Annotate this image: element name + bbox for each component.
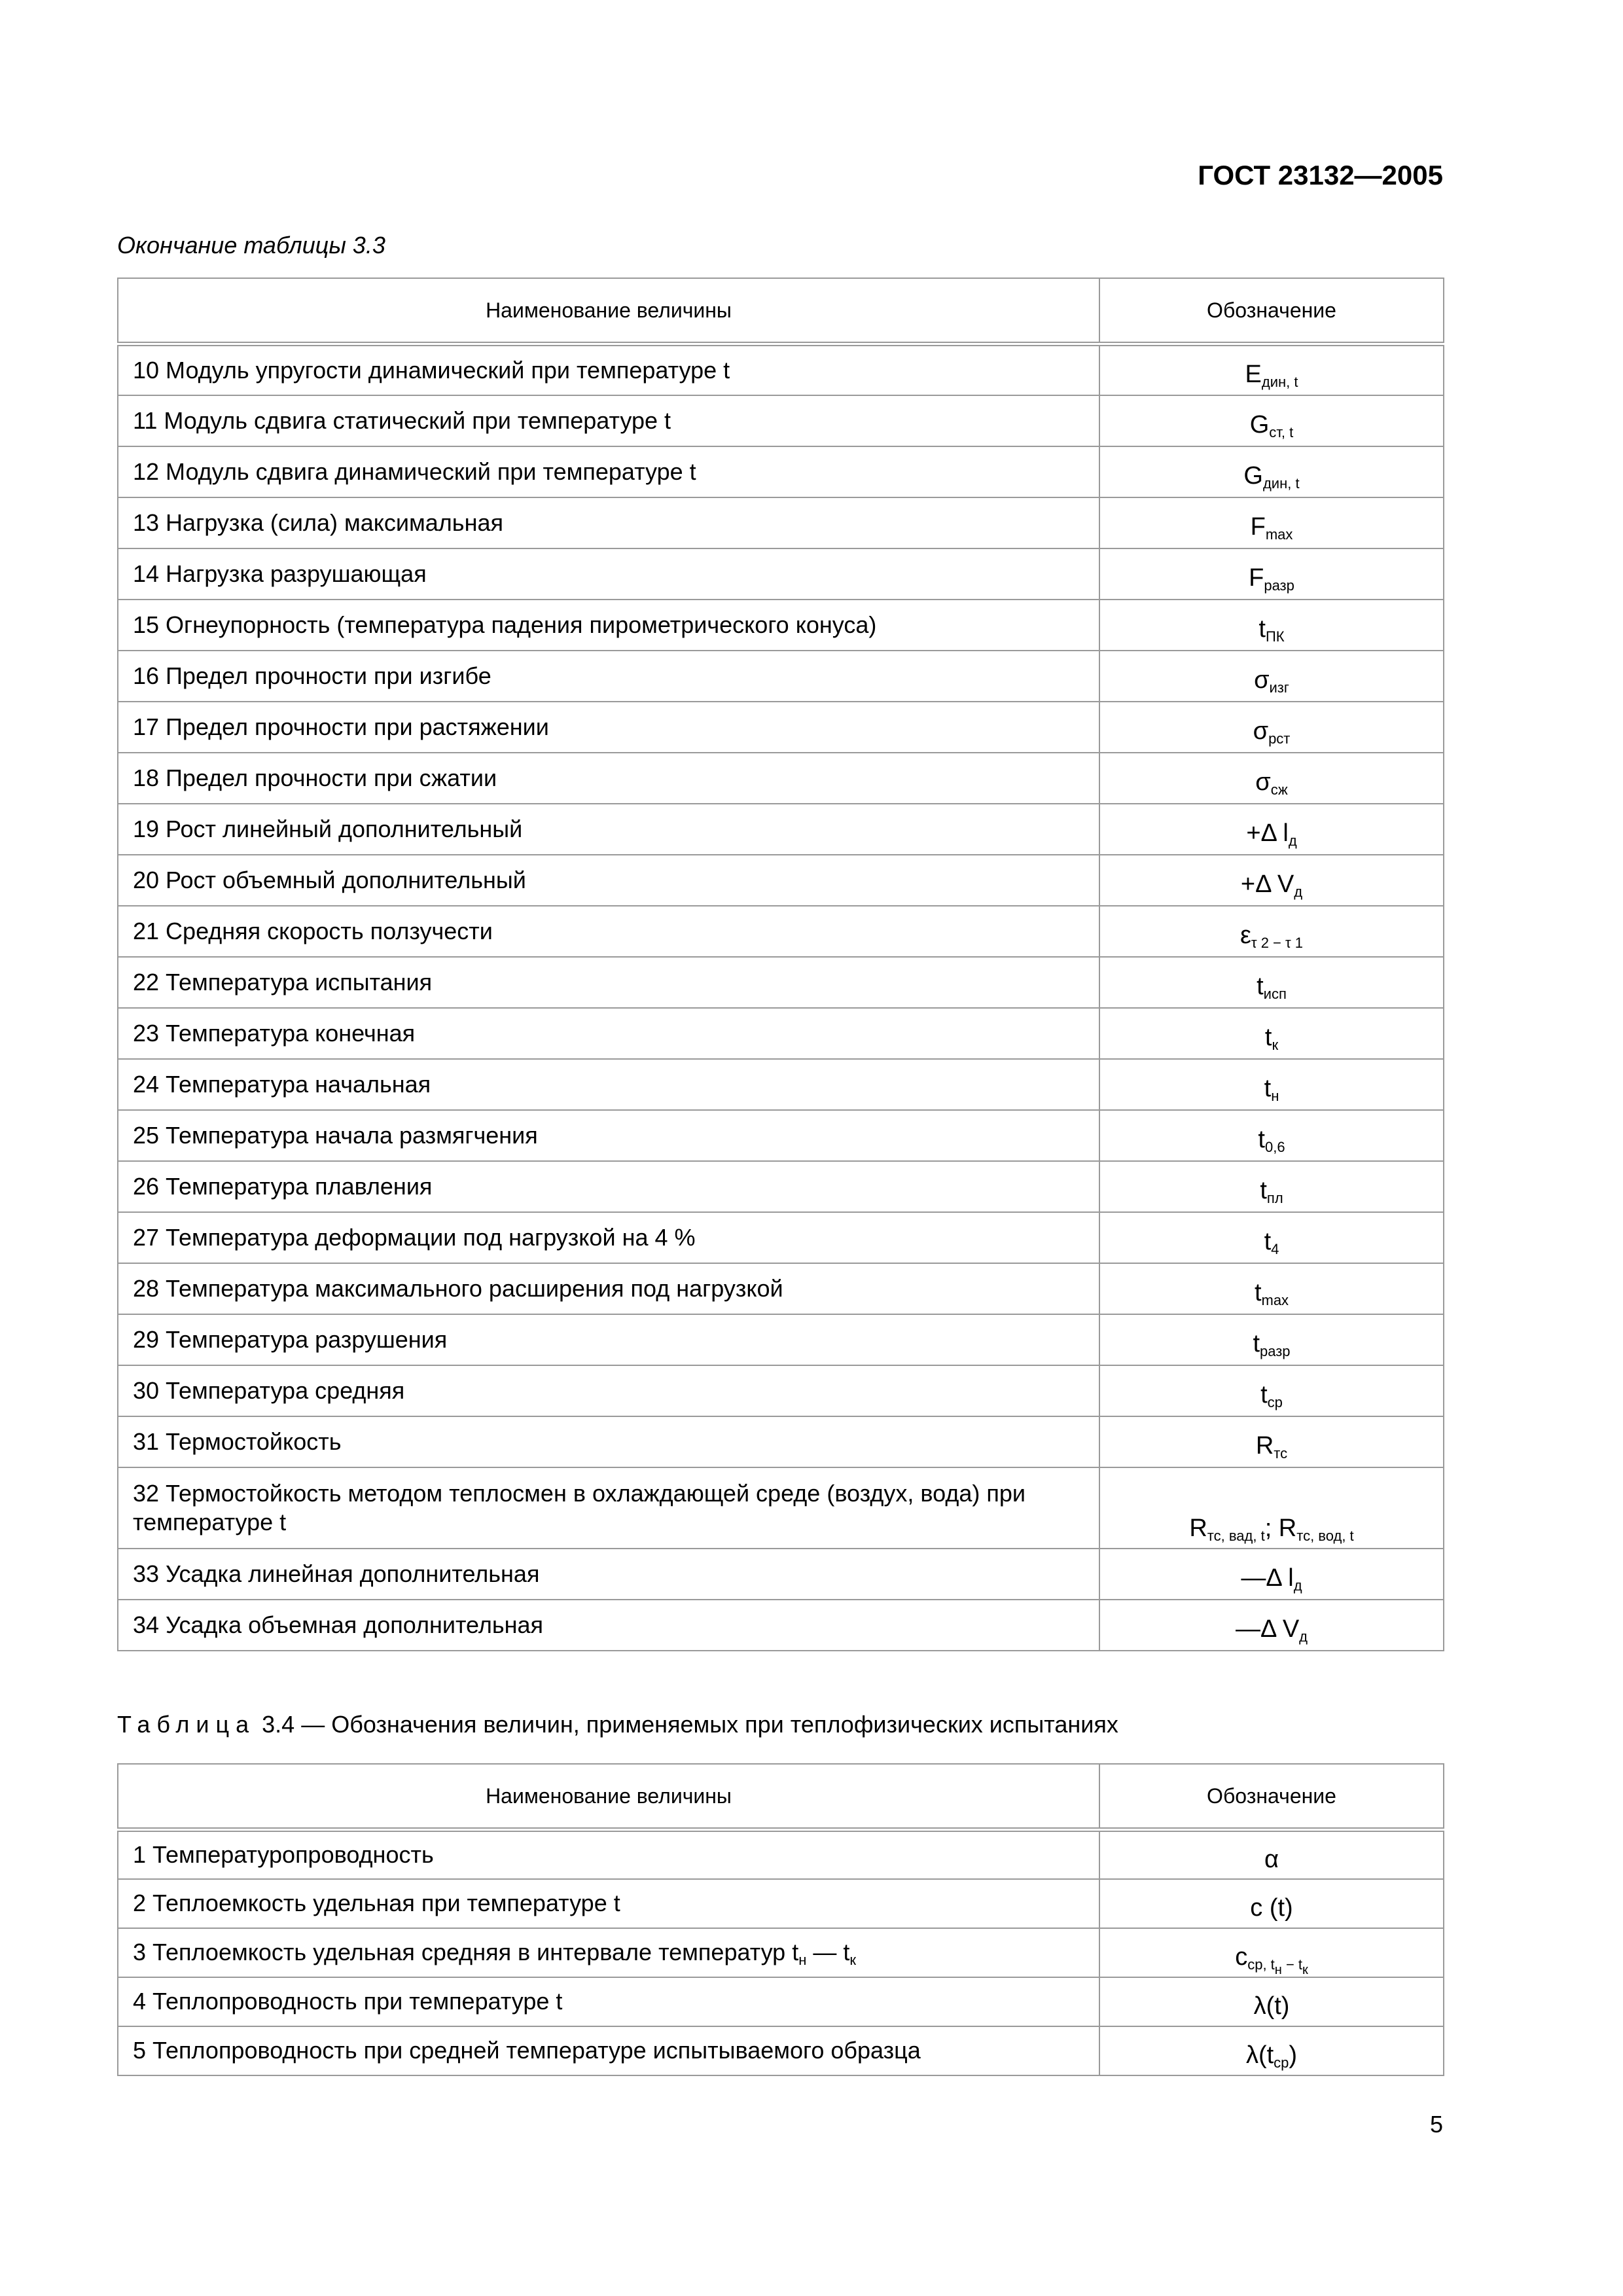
- symbol-base: t: [1258, 1126, 1265, 1153]
- quantity-name: 31 Термостойкость: [118, 1416, 1099, 1467]
- symbol-subscript: д: [1294, 884, 1303, 900]
- table-label: Таблица: [117, 1711, 256, 1738]
- symbol-base: G: [1249, 411, 1270, 439]
- symbol-subscript: 0,6: [1264, 1139, 1285, 1155]
- quantity-name: 21 Средняя скорость ползучести: [118, 906, 1099, 957]
- quantity-symbol: [1099, 1314, 1444, 1365]
- name-subscript: н: [798, 1952, 807, 1968]
- symbol-subscript-part: ср, t: [1247, 1956, 1275, 1973]
- quantity-name: 26 Температура плавления: [118, 1161, 1099, 1212]
- symbol-subscript: тс, вад, t: [1207, 1527, 1265, 1544]
- table-row: [118, 548, 1444, 600]
- quantity-name: 20 Рост объемный дополнительный: [118, 855, 1099, 906]
- symbol-base: +Δ V: [1240, 870, 1294, 898]
- table-row: [118, 1416, 1444, 1467]
- name-subscript: к: [849, 1952, 857, 1968]
- quantity-name: 10 Модуль упругости динамический при температуре t: [118, 344, 1099, 395]
- symbol-base: t: [1253, 1330, 1260, 1357]
- symbol-base: ε: [1240, 922, 1251, 949]
- name-text: — t: [806, 1939, 850, 1965]
- symbol-base: σ: [1255, 768, 1271, 796]
- table-row: [118, 702, 1444, 753]
- symbol-subscript: разр: [1260, 1343, 1291, 1359]
- symbol-subscript: ср: [1274, 2054, 1289, 2071]
- symbol-base: λ(t: [1245, 2041, 1274, 2069]
- quantity-name: 34 Усадка объемная дополнительная: [118, 1600, 1099, 1651]
- table-header-row: [118, 278, 1444, 344]
- quantity-symbol: [1099, 1928, 1444, 1977]
- symbol-subscript: изг: [1269, 679, 1289, 696]
- symbol-subscript: тс: [1274, 1445, 1288, 1462]
- symbol-base: t: [1254, 1279, 1262, 1306]
- symbol-base: F: [1249, 564, 1264, 592]
- quantity-symbol: [1099, 1416, 1444, 1467]
- symbol-base: F: [1250, 513, 1266, 541]
- quantity-symbol: [1099, 906, 1444, 957]
- table-row: [118, 804, 1444, 855]
- symbol-subscript: τ 2 − τ 1: [1251, 935, 1304, 951]
- quantity-name: 5 Теплопроводность при средней температуре испытываемого образца: [118, 2026, 1099, 2075]
- table-row: [118, 753, 1444, 804]
- quantity-symbol: c (t): [1099, 1879, 1444, 1928]
- symbol-subscript: 4: [1271, 1241, 1279, 1257]
- quantity-name: 13 Нагрузка (сила) максимальная: [118, 497, 1099, 548]
- symbol-base: t: [1264, 1228, 1272, 1255]
- quantity-name: 19 Рост линейный дополнительный: [118, 804, 1099, 855]
- table-row: [118, 957, 1444, 1008]
- symbol-subscript: дин, t: [1262, 475, 1300, 492]
- symbol-base: t: [1260, 1177, 1267, 1204]
- quantity-symbol: [1099, 702, 1444, 753]
- quantity-symbol: [1099, 497, 1444, 548]
- table-row: [118, 906, 1444, 957]
- table-row: [118, 1467, 1444, 1549]
- table-row: [118, 1977, 1444, 2026]
- symbol-base: G: [1243, 462, 1263, 490]
- quantity-symbol: [1099, 1549, 1444, 1600]
- table-row: [118, 1161, 1444, 1212]
- quantity-name: 2 Теплоемкость удельная при температуре t: [118, 1879, 1099, 1928]
- quantity-name: [118, 1928, 1099, 1977]
- quantity-name: 32 Термостойкость методом теплосмен в охлаждающей среде (воздух, вода) при температуре t: [118, 1467, 1099, 1549]
- quantity-name: 17 Предел прочности при растяжении: [118, 702, 1099, 753]
- quantity-symbol: [1099, 1008, 1444, 1059]
- quantity-name: 11 Модуль сдвига статический при температуре t: [118, 395, 1099, 446]
- table-row: [118, 1600, 1444, 1651]
- symbol-base: ; R: [1264, 1514, 1297, 1542]
- table-row: [118, 600, 1444, 651]
- quantity-name: 16 Предел прочности при изгибе: [118, 651, 1099, 702]
- symbol-subscript-part: к: [1302, 1962, 1308, 1977]
- table-row: [118, 344, 1444, 395]
- column-header-symbol: Обозначение: [1099, 278, 1444, 344]
- table-3-3: [117, 278, 1444, 1651]
- symbol-subscript: max: [1261, 1292, 1289, 1308]
- table-row: [118, 446, 1444, 497]
- quantity-symbol: [1099, 1467, 1444, 1549]
- table-row: [118, 1263, 1444, 1314]
- symbol-subscript: сж: [1270, 781, 1288, 798]
- table-3-3-body: [118, 344, 1444, 1651]
- quantity-symbol: [1099, 753, 1444, 804]
- table-title: 3.4 — Обозначения величин, применяемых при теплофизических испытаниях: [255, 1711, 1118, 1738]
- symbol-base: t: [1264, 1024, 1272, 1051]
- quantity-symbol: [1099, 957, 1444, 1008]
- symbol-subscript: ПК: [1265, 628, 1285, 645]
- symbol-base: —Δ l: [1241, 1564, 1294, 1592]
- symbol-base: t: [1258, 615, 1266, 643]
- symbol-base: σ: [1253, 717, 1269, 745]
- quantity-name: 18 Предел прочности при сжатии: [118, 753, 1099, 804]
- quantity-symbol: [1099, 395, 1444, 446]
- quantity-name: 12 Модуль сдвига динамический при температуре t: [118, 446, 1099, 497]
- quantity-symbol: [1099, 1110, 1444, 1161]
- symbol-subscript: max: [1265, 526, 1293, 543]
- symbol-subscript-part: − t: [1281, 1956, 1303, 1973]
- quantity-name: 25 Температура начала размягчения: [118, 1110, 1099, 1161]
- table-row: [118, 1879, 1444, 1928]
- table-row: [118, 497, 1444, 548]
- table-row: [118, 1059, 1444, 1110]
- symbol-base: σ: [1254, 666, 1270, 694]
- table-row: [118, 1549, 1444, 1600]
- quantity-symbol: [1099, 1059, 1444, 1110]
- table-row: [118, 855, 1444, 906]
- symbol-subscript: тс, вод, t: [1296, 1527, 1354, 1544]
- table-3-3-continuation-caption: Окончание таблицы 3.3: [117, 232, 385, 259]
- column-header-symbol: Обозначение: [1099, 1764, 1444, 1830]
- symbol-subscript: пл: [1266, 1190, 1283, 1206]
- quantity-symbol: [1099, 855, 1444, 906]
- quantity-symbol: [1099, 1600, 1444, 1651]
- quantity-symbol: [1099, 344, 1444, 395]
- symbol-base: ): [1289, 2041, 1298, 2069]
- table-row: [118, 2026, 1444, 2075]
- quantity-symbol: [1099, 1161, 1444, 1212]
- table-3-4: [117, 1763, 1444, 2076]
- symbol-base: t: [1260, 1381, 1268, 1408]
- table-row: [118, 395, 1444, 446]
- symbol-subscript: [1247, 1956, 1308, 1977]
- quantity-name: 23 Температура конечная: [118, 1008, 1099, 1059]
- table-row: [118, 1008, 1444, 1059]
- quantity-name: 22 Температура испытания: [118, 957, 1099, 1008]
- quantity-name: 4 Теплопроводность при температуре t: [118, 1977, 1099, 2026]
- quantity-name: 27 Температура деформации под нагрузкой на 4 %: [118, 1212, 1099, 1263]
- table-header-row: [118, 1764, 1444, 1830]
- symbol-subscript: исп: [1263, 986, 1287, 1002]
- symbol-base: —Δ V: [1235, 1615, 1300, 1643]
- quantity-name: 24 Температура начальная: [118, 1059, 1099, 1110]
- symbol-subscript: дин, t: [1261, 374, 1298, 391]
- symbol-subscript: д: [1299, 1628, 1308, 1645]
- quantity-name: 14 Нагрузка разрушающая: [118, 548, 1099, 600]
- quantity-symbol: α: [1099, 1830, 1444, 1879]
- quantity-symbol: [1099, 548, 1444, 600]
- name-text: 3 Теплоемкость удельная средняя в интервале температур t: [133, 1939, 799, 1965]
- table-row: [118, 1110, 1444, 1161]
- symbol-base: t: [1264, 1075, 1272, 1102]
- quantity-symbol: [1099, 2026, 1444, 2075]
- symbol-subscript-part: н: [1274, 1962, 1282, 1977]
- document-designation: ГОСТ 23132—2005: [1198, 160, 1443, 190]
- quantity-symbol: [1099, 446, 1444, 497]
- quantity-name: 30 Температура средняя: [118, 1365, 1099, 1416]
- table-row: [118, 1212, 1444, 1263]
- quantity-symbol: [1099, 804, 1444, 855]
- quantity-symbol: [1099, 600, 1444, 651]
- symbol-base: E: [1245, 361, 1262, 389]
- table-row: [118, 651, 1444, 702]
- quantity-name: 15 Огнеупорность (температура падения пирометрического конуса): [118, 600, 1099, 651]
- symbol-subscript: д: [1288, 833, 1297, 849]
- table-row: [118, 1928, 1444, 1977]
- symbol-subscript: ст, t: [1269, 424, 1294, 440]
- quantity-symbol: [1099, 1212, 1444, 1263]
- quantity-name: 29 Температура разрушения: [118, 1314, 1099, 1365]
- table-row: [118, 1365, 1444, 1416]
- symbol-subscript: рст: [1268, 730, 1291, 747]
- symbol-subscript: н: [1271, 1088, 1279, 1104]
- symbol-base: c: [1235, 1943, 1248, 1971]
- quantity-symbol: [1099, 1365, 1444, 1416]
- table-row: [118, 1314, 1444, 1365]
- symbol-base: R: [1255, 1432, 1274, 1460]
- symbol-base: +Δ l: [1246, 819, 1289, 847]
- symbol-subscript: д: [1293, 1577, 1302, 1594]
- symbol-base: R: [1189, 1514, 1207, 1542]
- column-header-name: Наименование величины: [118, 278, 1099, 344]
- quantity-name: 28 Температура максимального расширения под нагрузкой: [118, 1263, 1099, 1314]
- symbol-base: t: [1257, 973, 1264, 1000]
- symbol-subscript: к: [1272, 1037, 1279, 1053]
- table-3-4-caption: [117, 1711, 1118, 1738]
- symbol-subscript: разр: [1264, 577, 1294, 594]
- quantity-name: 1 Температуропроводность: [118, 1830, 1099, 1879]
- quantity-symbol: [1099, 651, 1444, 702]
- quantity-symbol: λ(t): [1099, 1977, 1444, 2026]
- quantity-symbol: [1099, 1263, 1444, 1314]
- column-header-name: Наименование величины: [118, 1764, 1099, 1830]
- quantity-name: 33 Усадка линейная дополнительная: [118, 1549, 1099, 1600]
- table-row: [118, 1830, 1444, 1879]
- page-number: 5: [1429, 2111, 1443, 2138]
- symbol-subscript: ср: [1267, 1394, 1283, 1410]
